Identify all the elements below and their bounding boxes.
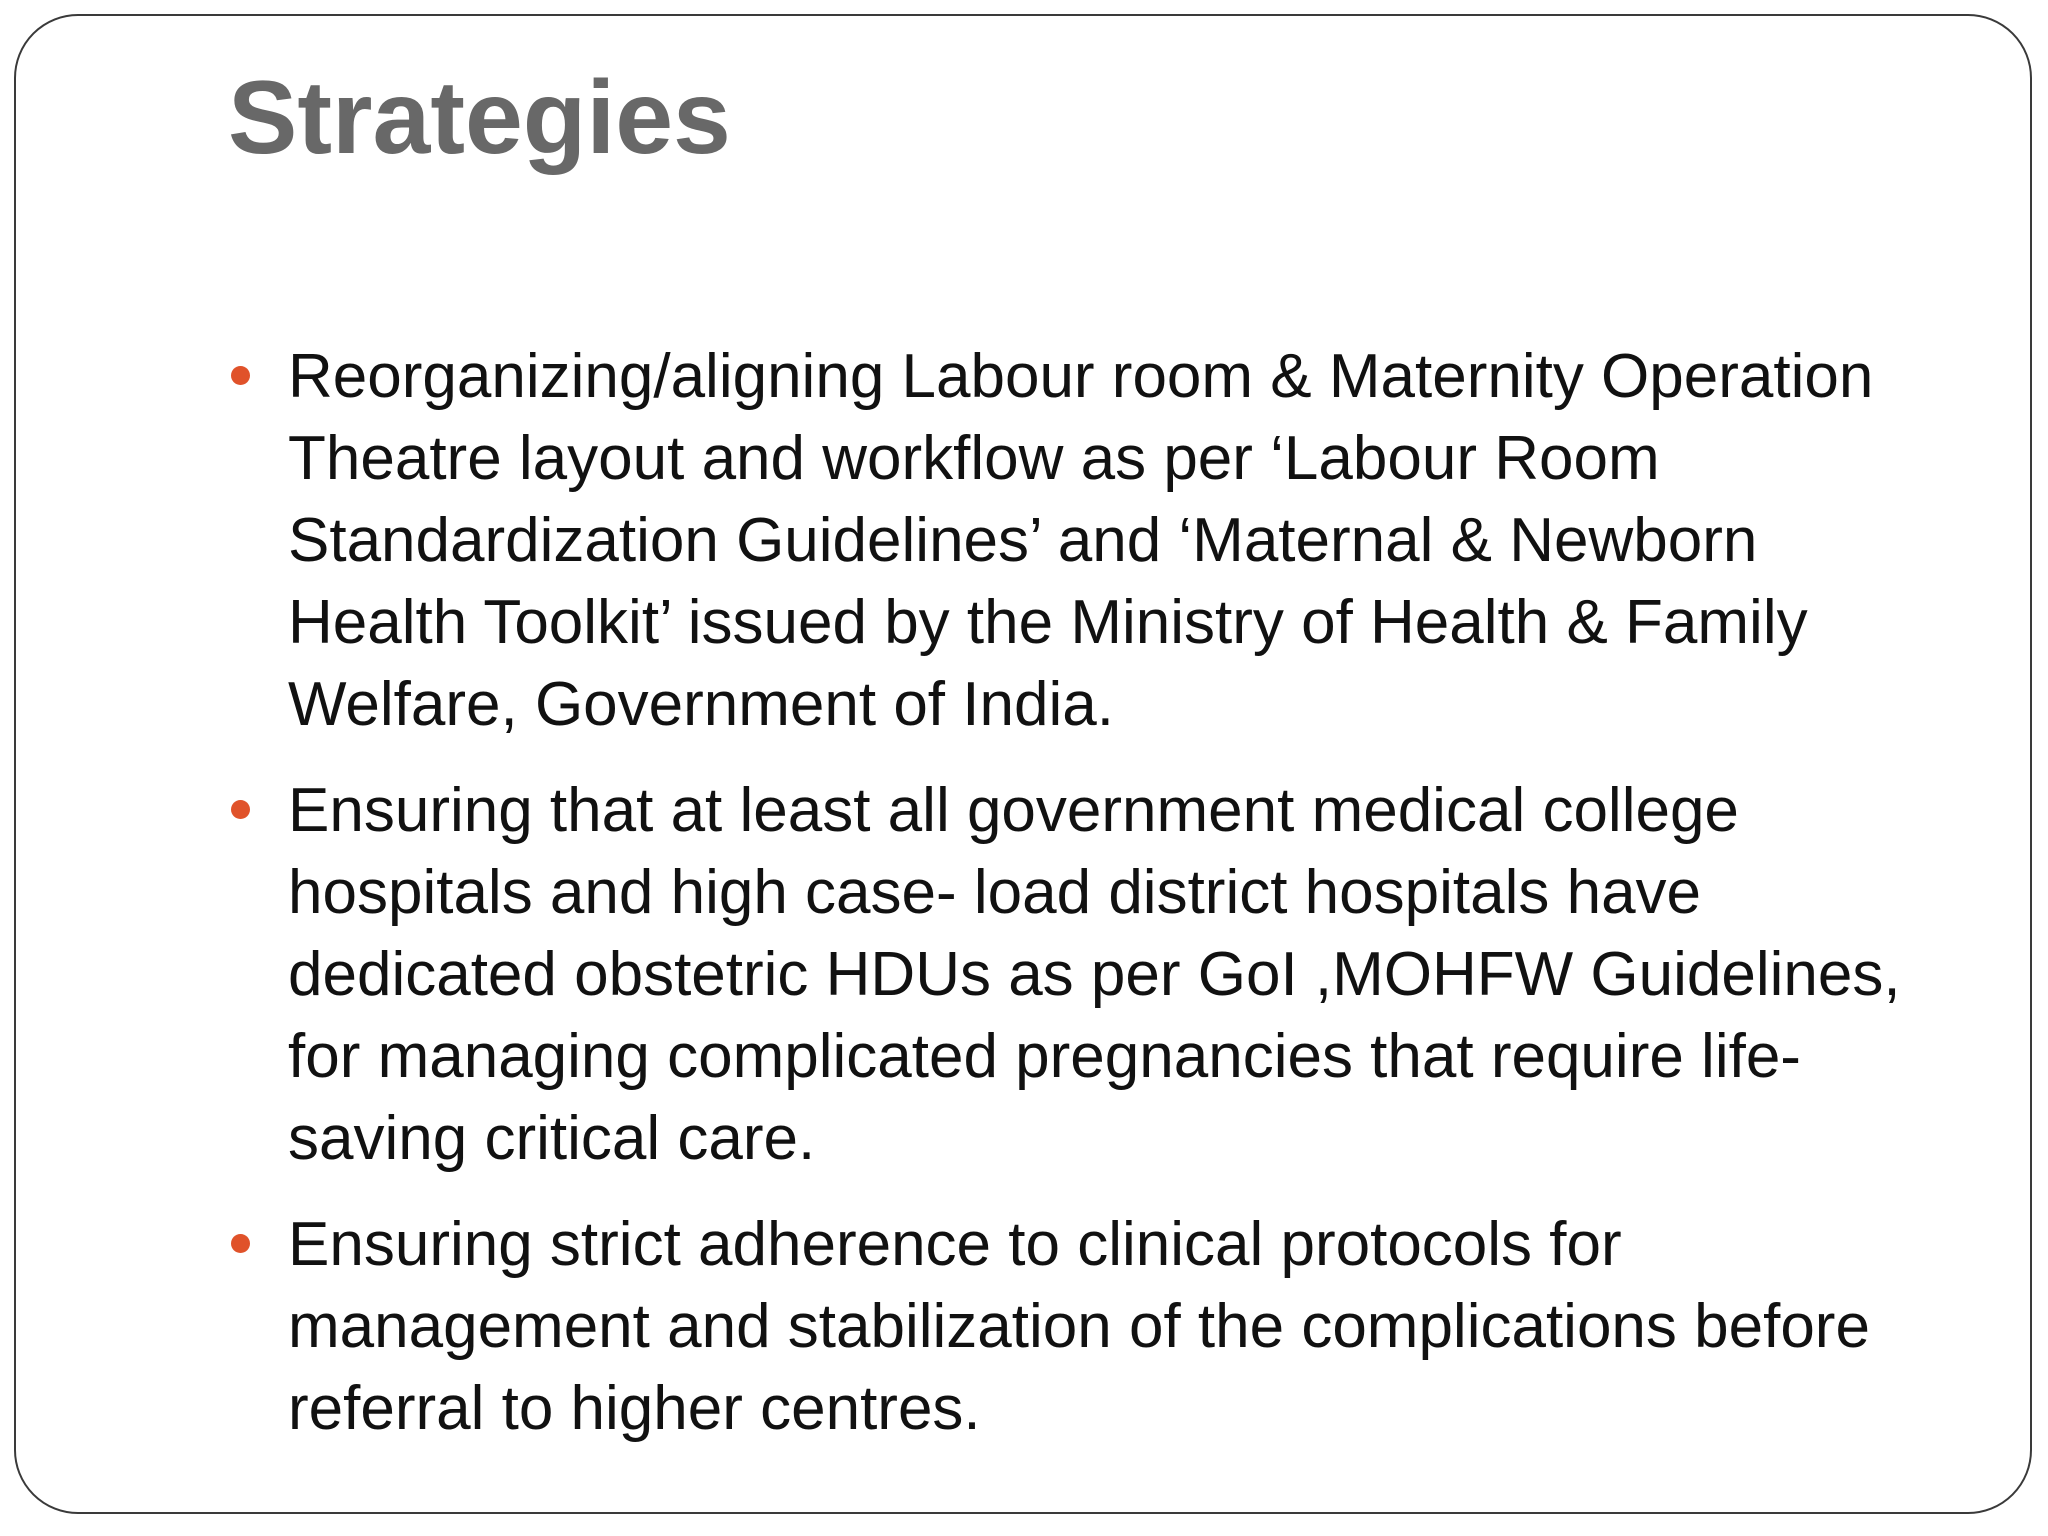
slide-title: Strategies bbox=[228, 60, 731, 176]
bullet-marker-icon bbox=[231, 366, 250, 385]
bullet-text: Ensuring strict adherence to clinical protocols for management and stabilization of the complications before referral to higher centres. bbox=[288, 1210, 1870, 1443]
bullet-marker-icon bbox=[231, 1234, 250, 1253]
bullet-text: Ensuring that at least all government medical college hospitals and high case- load district hospitals have dedicated obstetric HDUs as per GoI ,MOHFW Guidelines, for managing complicated pregnancies that require life-saving critical care. bbox=[288, 776, 1901, 1173]
bullet-list bbox=[228, 336, 1928, 1474]
bullet-marker-icon bbox=[231, 800, 250, 819]
bullet-item bbox=[228, 336, 1928, 746]
bullet-item bbox=[228, 1204, 1928, 1450]
bullet-text: Reorganizing/aligning Labour room & Maternity Operation Theatre layout and workflow as per ‘Labour Room Standardization Guidelines’ and ‘Maternal & Newborn Health Toolkit’ issued by the Ministry of Health & Family Welfare, Government of India. bbox=[288, 342, 1874, 739]
bullet-item bbox=[228, 770, 1928, 1180]
